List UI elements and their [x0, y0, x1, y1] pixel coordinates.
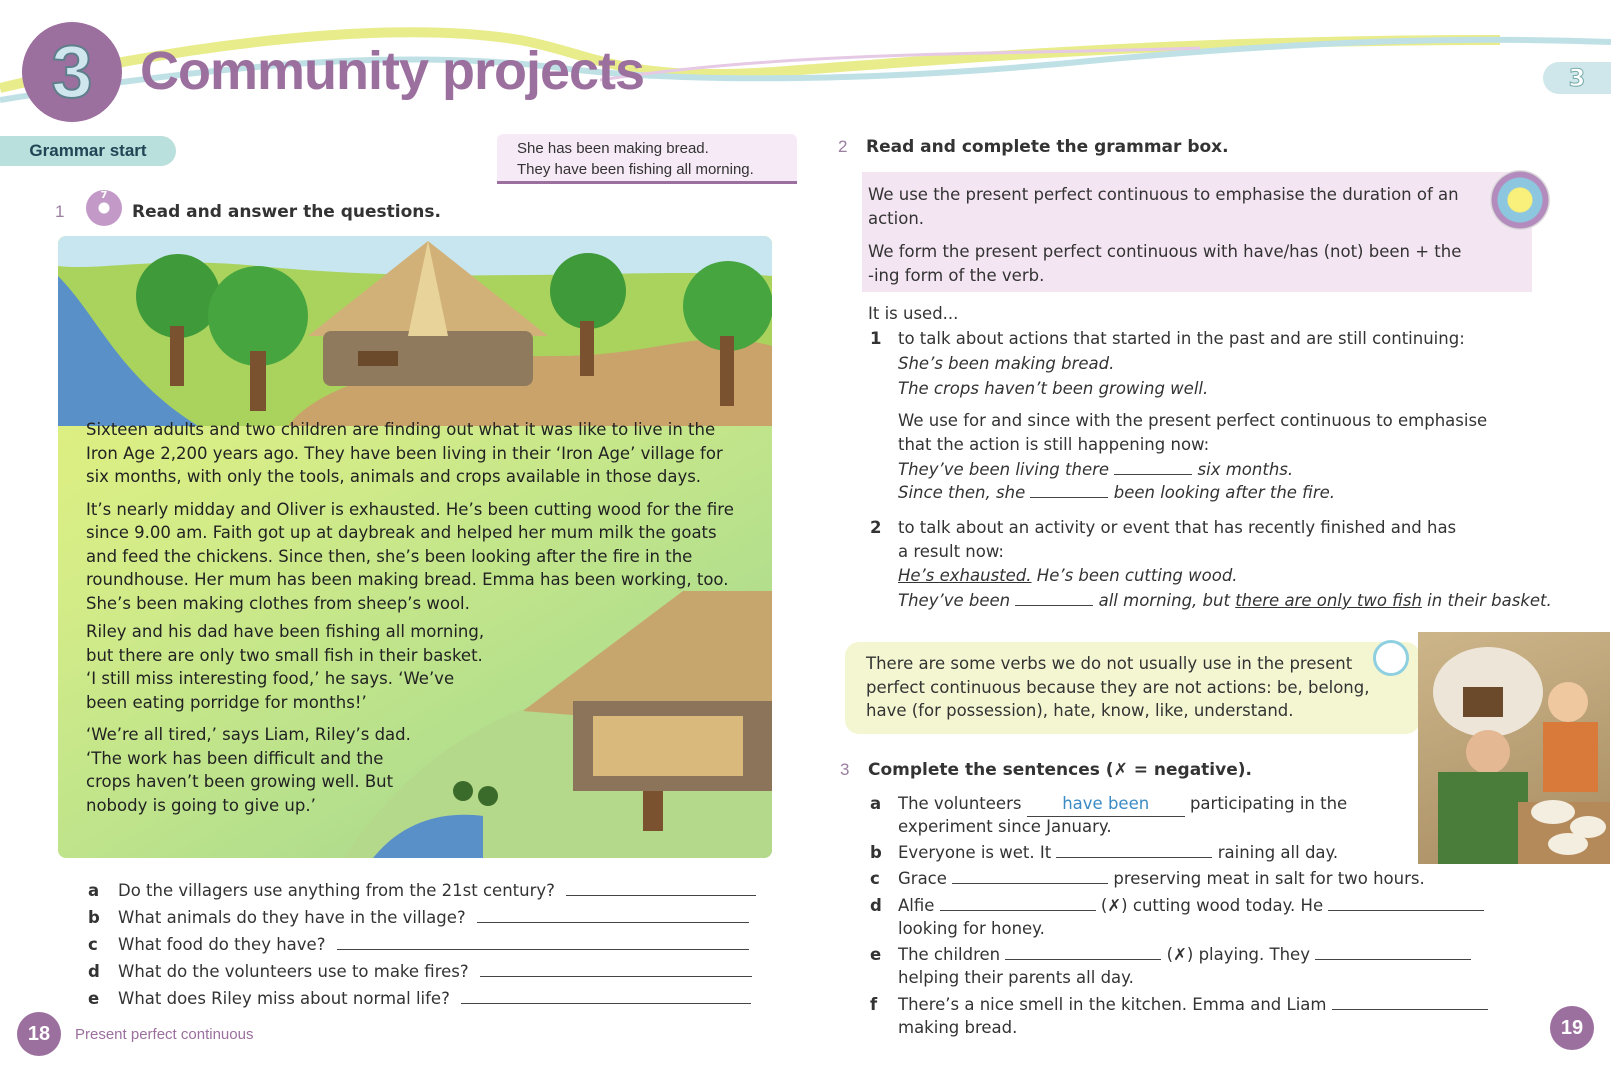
sentence-label: d: [870, 896, 882, 915]
example-part: He’s exhausted.: [898, 566, 1032, 585]
answer-blank-filled[interactable]: have been: [1027, 792, 1185, 817]
usage-example: The crops haven’t been growing well.: [898, 379, 1209, 398]
bread-scene: [1418, 632, 1610, 864]
example-sentence: They have been fishing all morning.: [517, 161, 754, 178]
note-text: There are some verbs we do not usually use in the present perfect continuous because they are not actions: be, belong, have (for possession), hate, know, like, understand.: [866, 654, 1370, 720]
example-part: They’ve been: [898, 591, 1011, 610]
sentence-part: (✗) playing. They: [1166, 945, 1310, 964]
question-label: a: [88, 881, 100, 900]
usage-text: to talk about actions that started in the past and are still continuing:: [898, 329, 1465, 348]
answer-line[interactable]: [337, 933, 749, 950]
question-row: [88, 987, 751, 1008]
example-part: all morning, but: [1098, 591, 1230, 610]
example-part: He’s been cutting wood.: [1036, 566, 1238, 585]
sentence-label: a: [870, 794, 882, 813]
usage-text: to talk about an activity or event that has recently finished and has a result now:: [898, 518, 1457, 561]
answer-blank[interactable]: [1056, 841, 1212, 858]
sentence-part: raining all day.: [1217, 843, 1339, 862]
sentence-part: (✗) cutting wood today. He: [1100, 896, 1324, 915]
blank-line[interactable]: [1015, 589, 1093, 606]
question-text: What animals do they have in the village?: [118, 908, 466, 927]
sentence-part: The volunteers: [898, 794, 1022, 813]
unit-tab: 3: [1543, 62, 1611, 94]
usage-example: [898, 481, 1335, 505]
answer-blank[interactable]: [1328, 894, 1484, 911]
exercise-instruction: Complete the sentences (✗ = negative).: [868, 760, 1252, 780]
bread-making-illustration: [1418, 632, 1610, 864]
exercise-instruction: Read and complete the grammar box.: [866, 137, 1229, 157]
sentence-label: c: [870, 869, 880, 888]
sentence-row: [870, 993, 1488, 1017]
reading-panel: [58, 236, 772, 858]
example-sentence: She has been making bread.: [517, 140, 709, 157]
example-part: They’ve been living there: [898, 460, 1110, 479]
answer-line[interactable]: [480, 960, 752, 977]
reading-paragraph: Riley and his dad have been fishing all morning, but there are only two small fish in their basket. ‘I still miss interesting food,’ he says. ‘We’ve been eating porridge for months!’: [86, 622, 485, 712]
exercise-instruction: Read and answer the questions.: [132, 202, 441, 222]
answer-line[interactable]: [477, 906, 749, 923]
village-illustration: [58, 236, 772, 426]
sentence-continuation: experiment since January.: [898, 817, 1112, 836]
usage-example: [898, 589, 1552, 613]
example-part: there are only two fish: [1235, 591, 1422, 610]
lightbulb-icon: [1373, 640, 1409, 676]
unit-number: 3: [51, 30, 93, 113]
answer-line[interactable]: [566, 879, 756, 896]
question-text: What food do they have?: [118, 935, 326, 954]
sentence-part: participating in the: [1189, 794, 1348, 813]
question-label: e: [88, 989, 100, 1008]
unit-badge: [22, 22, 122, 122]
page-number-right: 19: [1550, 1006, 1594, 1050]
sentence-part: preserving meat in salt for two hours.: [1113, 869, 1425, 888]
sentence-row: [870, 792, 1347, 817]
question-text: What do the volunteers use to make fires?: [118, 962, 469, 981]
question-row: [88, 906, 749, 927]
usage-number: 1: [870, 329, 882, 348]
usage-intro: It is used...: [868, 304, 959, 323]
sentence-row: [870, 894, 1484, 918]
usage-example: [898, 564, 1238, 588]
sentence-continuation: looking for honey.: [898, 919, 1045, 938]
question-label: b: [88, 908, 100, 927]
sentence-label: f: [870, 995, 878, 1014]
question-label: c: [88, 935, 98, 954]
audio-track: 7: [100, 190, 108, 201]
exercise-number: 3: [840, 760, 850, 779]
question-row: [88, 879, 756, 900]
answer-blank[interactable]: [1315, 943, 1471, 960]
sentence-row: [870, 867, 1425, 891]
blank-line[interactable]: [1114, 458, 1192, 475]
reading-paragraph: It’s nearly midday and Oliver is exhausted. He’s been cutting wood for the fire since 9.00 am. Faith got up at daybreak and helped her mum milk the goats and feed the chickens. Since then, she’s been looking after the fire in the roundhouse. Her mum has been making bread. Emma has been working, too. She’s been making clothes from sheep’s wool.: [86, 499, 734, 613]
grammar-rule: We form the present perfect continuous with have/has (not) been + the -ing form of the verb.: [868, 242, 1462, 285]
sentence-continuation: helping their parents all day.: [898, 968, 1134, 987]
answer-line[interactable]: [461, 987, 751, 1004]
footer-label: Present perfect continuous: [75, 1026, 254, 1043]
answer-blank[interactable]: [1332, 993, 1488, 1010]
sentence-part: Grace: [898, 869, 947, 888]
reading-paragraph: ‘We’re all tired,’ says Liam, Riley’s dad. ‘The work has been difficult and the crops haven’t been growing well. But nobody is going to give up.’: [86, 725, 411, 815]
sentence-continuation: making bread.: [898, 1018, 1018, 1037]
question-row: [88, 933, 749, 954]
for-since-note: We use for and since with the present perfect continuous to emphasise that the action is still happening now:: [898, 411, 1488, 454]
answer-blank[interactable]: [952, 867, 1108, 884]
usage-number: 2: [870, 518, 882, 537]
exercise-number: 2: [838, 137, 848, 156]
grammar-rule: We use the present perfect continuous to emphasise the duration of an action.: [868, 185, 1459, 228]
question-row: [88, 960, 752, 981]
answer-blank[interactable]: [1005, 943, 1161, 960]
sentence-part: The children: [898, 945, 1001, 964]
example-part: six months.: [1197, 460, 1294, 479]
example-part: in their basket.: [1427, 591, 1552, 610]
question-label: d: [88, 962, 100, 981]
sentence-row: [870, 841, 1338, 865]
example-part: Since then, she: [898, 483, 1026, 502]
question-text: What does Riley miss about normal life?: [118, 989, 450, 1008]
reading-paragraph: Sixteen adults and two children are finding out what it was like to live in the Iron Age 2,200 years ago. They have been living in their ‘Iron Age’ village for six months, with only the tools, animals and crops available in those days.: [86, 420, 723, 486]
example-part: been looking after the fire.: [1113, 483, 1336, 502]
sentence-part: There’s a nice smell in the kitchen. Emma and Liam: [898, 995, 1327, 1014]
question-text: Do the villagers use anything from the 21st century?: [118, 881, 555, 900]
page-title: Community projects: [140, 41, 645, 101]
sentence-label: b: [870, 843, 882, 862]
usage-example: She’s been making bread.: [898, 354, 1115, 373]
example-box: [497, 134, 797, 184]
answer-blank[interactable]: [940, 894, 1096, 911]
page-number-left: 18: [17, 1012, 61, 1056]
usage-example: [898, 458, 1293, 482]
grammar-icon: [1490, 170, 1550, 230]
blank-line[interactable]: [1030, 481, 1108, 498]
audio-cd-icon[interactable]: [86, 190, 122, 226]
sentence-part: Alfie: [898, 896, 935, 915]
sentence-label: e: [870, 945, 882, 964]
exercise-number: 1: [55, 202, 65, 221]
sentence-part: Everyone is wet. It: [898, 843, 1052, 862]
sentence-row: [870, 943, 1471, 967]
section-label: Grammar start: [0, 136, 176, 166]
